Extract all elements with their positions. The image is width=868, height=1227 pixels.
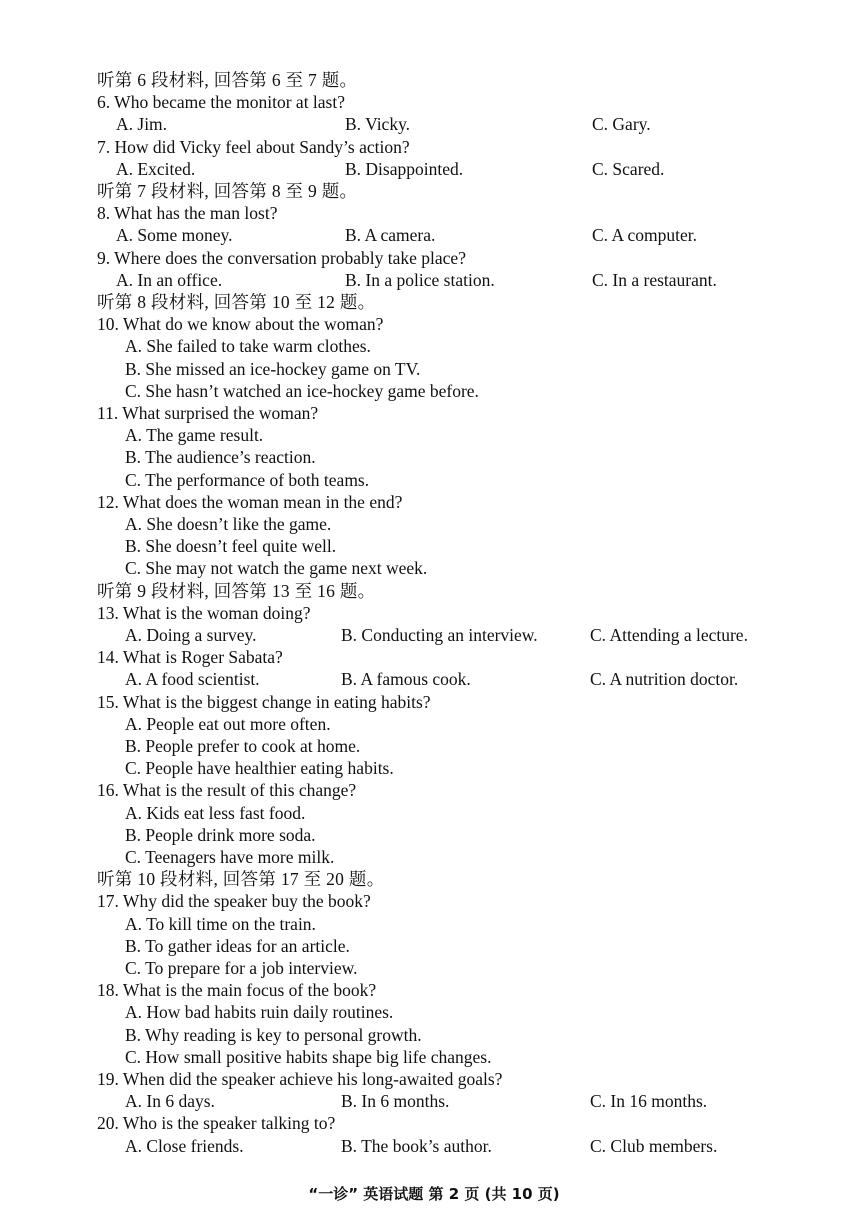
question-text: 7. How did Vicky feel about Sandy’s action?	[97, 136, 410, 157]
answer-option: A. A food scientist.	[125, 669, 260, 690]
answer-option: A. In an office.	[116, 269, 223, 290]
answer-option: C. Attending a lecture.	[590, 625, 748, 645]
answer-option: C. Gary.	[592, 114, 651, 135]
answer-option: C. Teenagers have more milk.	[125, 847, 335, 867]
section-heading-text: 听第 10 段材料, 回答第 17 至 20 题。	[97, 869, 385, 890]
question-text: 6. Who became the monitor at last?	[97, 92, 345, 113]
question-text: 17. Why did the speaker buy the book?	[97, 891, 371, 912]
question-text: 20. Who is the speaker talking to?	[97, 1113, 336, 1134]
answer-option: B. She doesn’t feel quite well.	[125, 536, 337, 557]
answer-option: A. How bad habits ruin daily routines.	[125, 1002, 394, 1023]
answer-option: B. In 6 months.	[341, 1091, 450, 1112]
section-heading-text: 听第 6 段材料, 回答第 6 至 7 题。	[97, 70, 358, 90]
answer-option: C. People have healthier eating habits.	[125, 758, 394, 779]
question-text: 12. What does the woman mean in the end?	[97, 491, 403, 512]
answer-option: B. The book’s author.	[341, 1135, 492, 1156]
question-text: 16. What is the result of this change?	[97, 780, 357, 801]
question-text: 14. What is Roger Sabata?	[97, 647, 283, 668]
section-heading-text: 听第 9 段材料, 回答第 13 至 16 题。	[97, 580, 376, 601]
answer-option: A. She failed to take warm clothes.	[125, 336, 371, 357]
question-text: 8. What has the man lost?	[97, 203, 278, 224]
answer-option: C. She hasn’t watched an ice-hockey game before.	[125, 380, 479, 401]
answer-option: C. A computer.	[592, 225, 697, 246]
answer-option: A. Kids eat less fast food.	[125, 802, 306, 823]
answer-option: B. People drink more soda.	[125, 824, 316, 845]
answer-option: C. Scared.	[592, 158, 665, 179]
answer-option: C. A nutrition doctor.	[590, 669, 739, 690]
answer-option: C. The performance of both teams.	[125, 469, 370, 490]
answer-option: A. She doesn’t like the game.	[125, 514, 332, 534]
question-text: 15. What is the biggest change in eating habits?	[97, 691, 431, 712]
answer-option: A. Doing a survey.	[125, 625, 257, 645]
answer-option: C. To prepare for a job interview.	[125, 958, 358, 978]
question-text: 10. What do we know about the woman?	[97, 314, 384, 335]
answer-option: A. Some money.	[116, 225, 233, 246]
answer-option: C. In 16 months.	[590, 1091, 708, 1112]
section-heading-text: 听第 7 段材料, 回答第 8 至 9 题。	[97, 181, 358, 201]
page-footer: “一诊” 英语试题 第 2 页 (共 10 页)	[308, 1185, 560, 1203]
question-text: 9. Where does the conversation probably take place?	[97, 247, 466, 268]
answer-option: B. A famous cook.	[341, 669, 471, 690]
answer-option: B. People prefer to cook at home.	[125, 736, 361, 756]
answer-option: A. In 6 days.	[125, 1091, 215, 1112]
answer-option: A. People eat out more often.	[125, 713, 331, 734]
answer-option: A. Close friends.	[125, 1135, 244, 1156]
question-text: 13. What is the woman doing?	[97, 602, 311, 623]
answer-option: B. A camera.	[345, 225, 436, 246]
answer-option: B. She missed an ice-hockey game on TV.	[125, 358, 421, 379]
answer-option: B. To gather ideas for an article.	[125, 935, 350, 956]
question-text: 11. What surprised the woman?	[97, 403, 319, 423]
answer-option: A. The game result.	[125, 425, 264, 446]
answer-option: A. To kill time on the train.	[125, 913, 316, 934]
answer-option: C. Club members.	[590, 1135, 718, 1156]
question-text: 18. What is the main focus of the book?	[97, 980, 377, 1001]
answer-option: B. Conducting an interview.	[341, 625, 538, 645]
question-text: 19. When did the speaker achieve his long-awaited goals?	[97, 1069, 503, 1089]
answer-option: B. Vicky.	[345, 114, 411, 135]
answer-option: B. Why reading is key to personal growth.	[125, 1024, 422, 1045]
answer-option: A. Excited.	[116, 158, 196, 179]
answer-option: B. In a police station.	[345, 269, 495, 290]
answer-option: C. How small positive habits shape big life changes.	[125, 1046, 492, 1067]
answer-option: B. The audience’s reaction.	[125, 447, 316, 468]
answer-option: C. She may not watch the game next week.	[125, 558, 428, 579]
answer-option: A. Jim.	[116, 114, 168, 135]
answer-option: B. Disappointed.	[345, 158, 464, 179]
section-heading-text: 听第 8 段材料, 回答第 10 至 12 题。	[97, 292, 376, 312]
answer-option: C. In a restaurant.	[592, 269, 717, 290]
